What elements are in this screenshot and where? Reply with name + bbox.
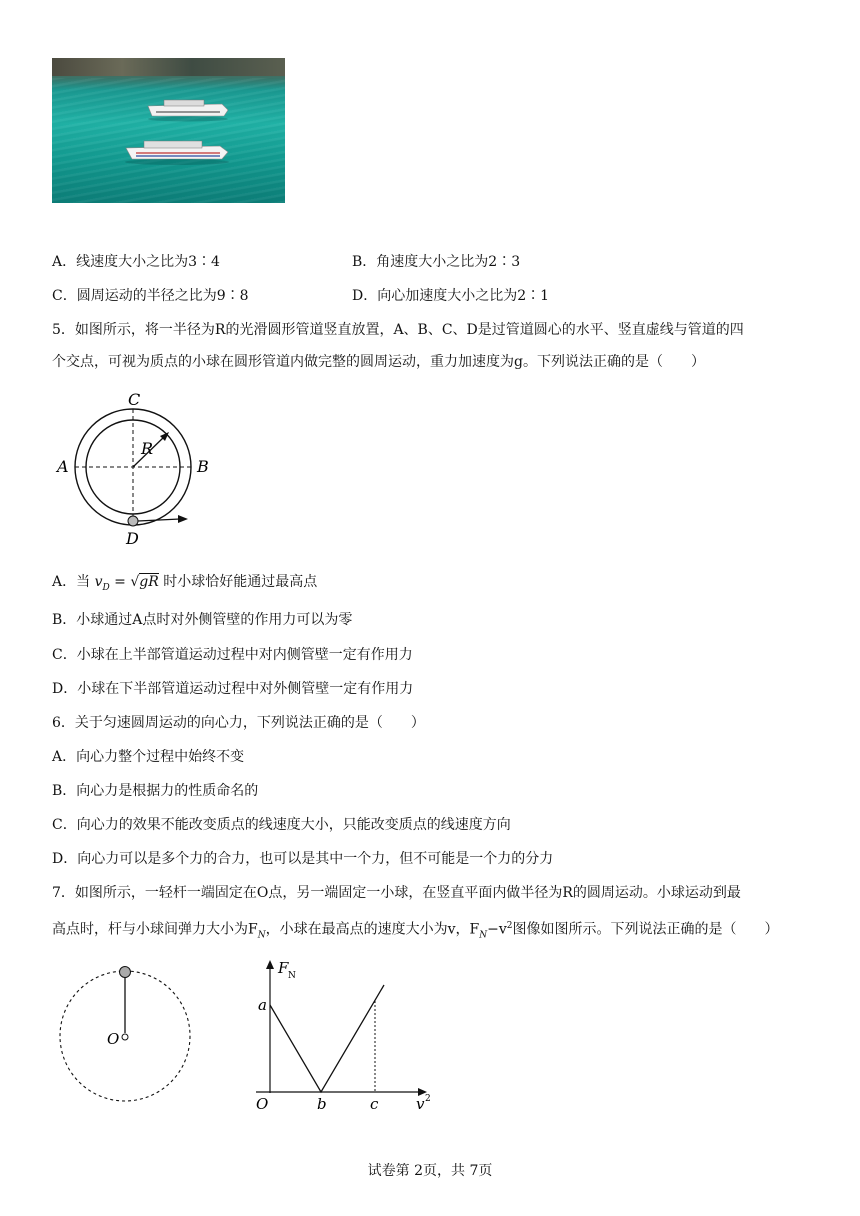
formula-sub-d: D <box>102 582 110 593</box>
q4-option-d: D．向心加速度大小之比为2∶1 <box>352 288 550 304</box>
boats-illustration <box>52 58 285 203</box>
label-c: C <box>128 390 141 409</box>
q4-option-c: C．圆周运动的半径之比为9∶8 <box>52 288 249 304</box>
q7-line2-sub1: N <box>257 930 266 941</box>
boats-photo <box>52 58 285 203</box>
q5-option-a-prefix: A．当 <box>52 574 91 590</box>
q5-pipe-figure <box>52 388 222 550</box>
label-c-tick: c <box>370 1095 379 1113</box>
label-o-pivot: O <box>107 1030 120 1048</box>
label-a: A <box>57 457 69 476</box>
q4-option-b: B．角速度大小之比为2∶3 <box>352 254 521 270</box>
label-b-tick: b <box>317 1095 327 1113</box>
label-d: D <box>126 529 139 548</box>
label-r: R <box>141 439 154 458</box>
label-b: B <box>197 457 209 476</box>
q7-stem-line1: 7．如图所示，一轻杆一端固定在O点，另一端固定一小球，在竖直平面内做半径为R的圆周运动。小球运动到最 <box>52 885 741 901</box>
pivot-o <box>122 1034 128 1040</box>
q6-stem: 6．关于匀速圆周运动的向心力，下列说法正确的是（ ） <box>52 715 425 731</box>
q7-line2-sup: 2 <box>506 921 513 931</box>
ball-on-rod <box>120 967 131 978</box>
label-origin: O <box>256 1095 269 1113</box>
q5-option-a <box>52 572 317 598</box>
formula-root: gR <box>139 574 159 590</box>
q7-rod-figure <box>52 960 202 1110</box>
q6-option-c: C．向心力的效果不能改变质点的线速度大小，只能改变质点的线速度方向 <box>52 817 511 833</box>
q4-option-a: A．线速度大小之比为3∶4 <box>52 254 220 270</box>
label-a-intercept: a <box>258 996 267 1014</box>
label-v2: v <box>416 1095 425 1113</box>
velocity-arrowhead <box>178 515 188 523</box>
formula-eq: = <box>114 574 126 590</box>
sqrt-symbol: √ <box>130 574 140 590</box>
q5-option-c: C．小球在上半部管道运动过程中对内侧管壁一定有作用力 <box>52 647 413 663</box>
q7-line2-part4: 图像如图所示。下列说法正确的是（ ） <box>512 921 779 938</box>
label-fn: F <box>278 959 289 977</box>
ball <box>128 516 138 526</box>
label-v2-sup: 2 <box>425 1094 431 1104</box>
q5-option-d: D．小球在下半部管道运动过程中对外侧管壁一定有作用力 <box>52 681 414 697</box>
q6-option-d: D．向心力可以是多个力的合力，也可以是其中一个力，但不可能是一个力的分力 <box>52 851 554 867</box>
q7-line2-part3: −v <box>487 921 507 938</box>
q6-option-b: B．向心力是根据力的性质命名的 <box>52 783 259 799</box>
q5-stem-line1: 5．如图所示，将一半径为R的光滑圆形管道竖直放置，A、B、C、D是过管道圆心的水平、竖直虚线与管道的四 <box>52 322 744 338</box>
q7-line2-sub2: N <box>479 930 488 941</box>
fn-curve <box>270 985 384 1092</box>
q5-option-a-suffix: 时小球恰好能通过最高点 <box>163 574 318 590</box>
formula-v: v <box>94 574 103 590</box>
label-fn-sub: N <box>288 971 296 981</box>
q5-stem-line2: 个交点，可视为质点的小球在圆形管道内做完整的圆周运动，重力加速度为g。下列说法正确的是（ ） <box>52 354 705 370</box>
q5-option-b: B．小球通过A点时对外侧管壁的作用力可以为零 <box>52 612 353 628</box>
q7-fn-v2-graph <box>250 955 440 1117</box>
q7-line2-part1: 高点时，杆与小球间弹力大小为F <box>52 921 258 938</box>
q6-option-a: A．向心力整个过程中始终不变 <box>52 749 245 765</box>
y-axis-arrowhead <box>266 960 274 969</box>
q7-line2-part2: ，小球在最高点的速度大小为v，F <box>265 921 480 938</box>
page-footer: 试卷第 2页，共 7页 <box>367 1163 493 1179</box>
q7-stem-line2 <box>52 916 778 945</box>
